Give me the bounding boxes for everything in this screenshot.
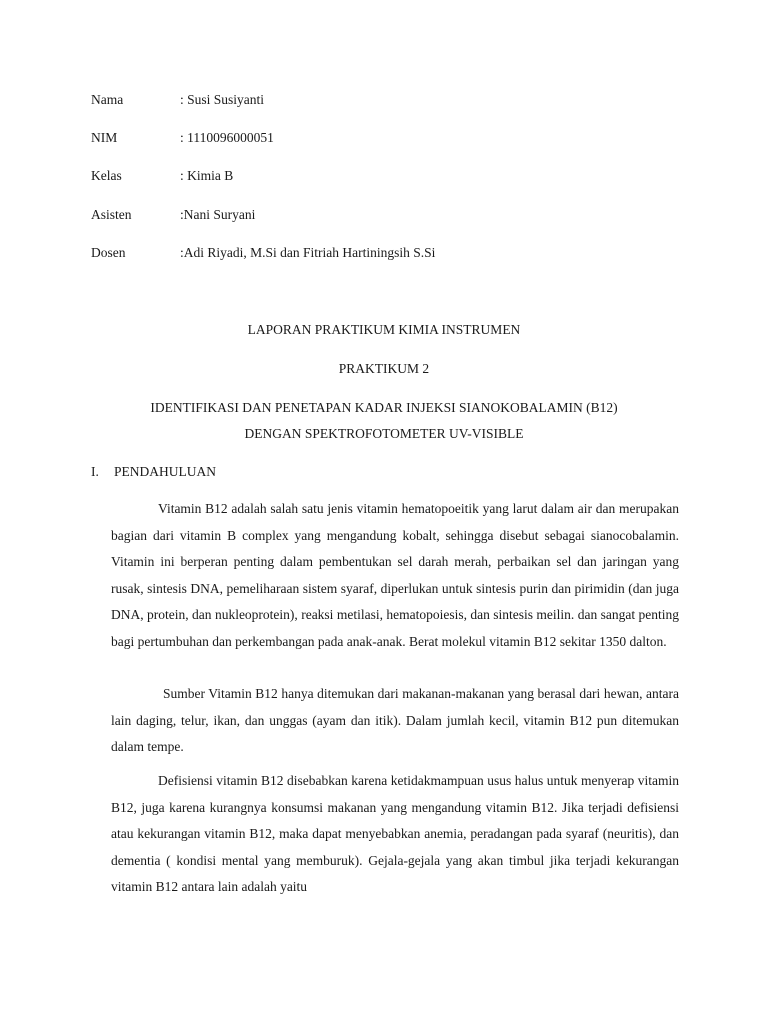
practicum-number: PRAKTIKUM 2 <box>338 361 430 376</box>
section-number: I. <box>91 464 99 479</box>
section-heading <box>91 462 216 482</box>
identity-label: Nama <box>91 92 124 107</box>
identity-row-dosen <box>91 243 435 263</box>
identity-value: : Susi Susiyanti <box>180 92 265 107</box>
identity-row-asisten <box>91 205 255 225</box>
identity-value: :Nani Suryani <box>180 207 256 222</box>
paragraph-vitamin-b12: Vitamin B12 adalah salah satu jenis vitamin hematopoeitik yang larut dalam air dan merupakan bagian dari vitamin B complex yang mengandung kobalt, sehingga disebut sebagai sianocobalamin. Vitamin ini berperan penting dalam pembentukan sel darah merah, perbaikan sel dan jaringan yang rusak, sintesis DNA, pemeliharaan sistem syaraf, diperlukan untuk sintesis purin dan pirimidin (dan juga DNA, protein, dan nukleoprotein), reaksi metilasi, hematopoiesis, dan sintesis meilin. dan sangat penting bagi pertumbuhan dan perkembangan pada anak-anak. Berat molekul vitamin B12 sekitar 1350 dalton. <box>111 501 679 649</box>
topic-title-line2: DENGAN SPEKTROFOTOMETER UV-VISIBLE <box>244 426 524 441</box>
identity-label: Kelas <box>91 168 122 183</box>
identity-label: Asisten <box>91 207 132 222</box>
identity-label: NIM <box>91 130 118 145</box>
identity-row-kelas <box>91 166 233 186</box>
identity-value: : 1110096000051 <box>180 130 274 145</box>
paragraph-sumber: Sumber Vitamin B12 hanya ditemukan dari makanan-makanan yang berasal dari hewan, antara lain daging, telur, ikan, dan unggas (ayam dan itik). Dalam jumlah kecil, vitamin B12 pun ditemukan dalam tempe. <box>111 686 679 754</box>
paragraph-defisiensi: Defisiensi vitamin B12 disebabkan karena ketidakmampuan usus halus untuk menyerap vitamin B12, juga karena kurangnya konsumsi makanan yang mengandung vitamin B12. Jika terjadi defisiensi atau kekurangan vitamin B12, maka dapat menyebabkan anemia, peradangan pada syaraf (neuritis), dan dementia ( kondisi mental yang memburuk). Gejala-gejala yang akan timbul jika terjadi kekurangan vitamin B12 antara lain adalah yaitu <box>111 773 679 894</box>
identity-row-nama <box>91 90 264 110</box>
identity-label: Dosen <box>91 245 126 260</box>
identity-value: : Kimia B <box>180 168 234 183</box>
section-title: PENDAHULUAN <box>114 464 216 479</box>
identity-value: :Adi Riyadi, M.Si dan Fitriah Hartiningsih S.Si <box>180 245 436 260</box>
report-title: LAPORAN PRAKTIKUM KIMIA INSTRUMEN <box>247 322 521 337</box>
topic-title-line1: IDENTIFIKASI DAN PENETAPAN KADAR INJEKSI SIANOKOBALAMIN (B12) <box>150 400 618 415</box>
identity-row-nim <box>91 128 274 148</box>
